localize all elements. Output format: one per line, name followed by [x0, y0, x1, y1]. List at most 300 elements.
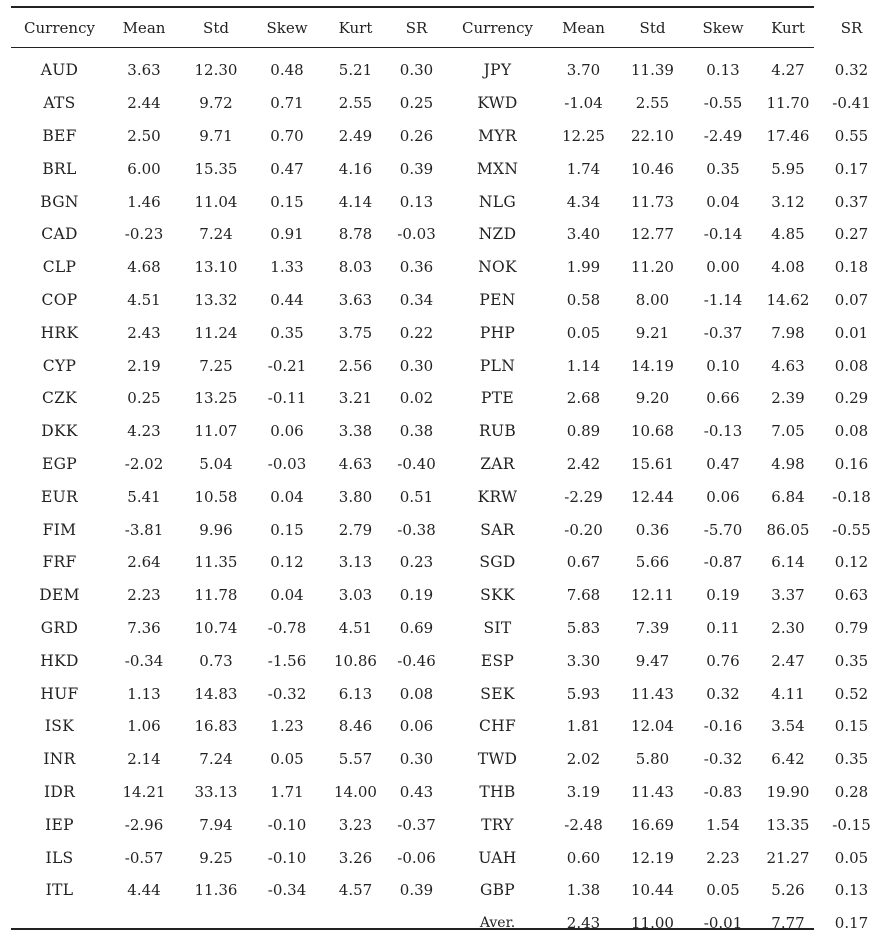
std-cell-right: 22.10	[631, 126, 674, 145]
currency-code-cell-right: ZAR	[480, 454, 515, 473]
kurt-cell-right: 14.62	[766, 290, 810, 309]
kurt-cell-right: 6.42	[771, 750, 805, 769]
mean-cell-left: 6.00	[127, 159, 161, 178]
currency-code-cell-right: Aver.	[479, 915, 516, 932]
skew-cell-right: 0.06	[706, 487, 740, 506]
currency-code-cell-right: PEN	[479, 290, 516, 309]
currency-code-cell-left: ILS	[45, 848, 74, 867]
kurt-cell-right: 7.77	[771, 914, 805, 933]
skew-cell-right: 0.11	[706, 618, 740, 637]
currency-code-cell-left: ISK	[44, 717, 75, 736]
skew-cell-left: 0.05	[270, 750, 304, 769]
mean-cell-right: 0.05	[566, 323, 601, 342]
currency-code-cell-left: BGN	[40, 192, 79, 211]
std-cell-left: 11.07	[194, 422, 238, 441]
sr-cell-right: 0.63	[834, 586, 869, 605]
sr-cell-left: 0.08	[399, 684, 434, 703]
sr-cell-left: 0.02	[399, 389, 434, 408]
skew-cell-right: 0.35	[706, 159, 740, 178]
std-cell-right: 5.66	[635, 553, 670, 572]
sr-cell-right: 0.28	[834, 782, 869, 801]
mean-cell-left	[108, 907, 180, 940]
sr-cell-right: -0.18	[832, 487, 871, 506]
mean-cell-right: 0.67	[566, 553, 601, 572]
kurt-cell-right: 11.70	[766, 94, 810, 113]
std-cell-right: 11.73	[631, 192, 674, 211]
currency-code-cell-left: EGP	[41, 454, 78, 473]
std-cell-right: 12.19	[631, 848, 674, 867]
mean-cell-right: 1.14	[566, 356, 601, 375]
skew-cell-right: -2.49	[703, 126, 743, 145]
sr-cell-right: 0.32	[834, 61, 869, 80]
mean-cell-left: -0.23	[124, 225, 164, 244]
skew-cell-left: -0.11	[267, 389, 307, 408]
skew-cell-left	[252, 907, 322, 940]
currency-code-cell-left: BEF	[42, 126, 77, 145]
sr-cell-left: -0.46	[397, 651, 436, 670]
std-cell-right: 9.20	[635, 389, 670, 408]
kurt-cell-left: 5.21	[338, 61, 373, 80]
std-cell-left: 14.83	[194, 684, 238, 703]
kurt-cell-left: 3.38	[338, 422, 373, 441]
kurt-cell-right: 19.90	[766, 782, 810, 801]
kurt-cell-right: 4.11	[771, 684, 805, 703]
mean-cell-right: 1.99	[566, 258, 601, 277]
skew-cell-right: -0.55	[703, 94, 743, 113]
sr-cell-left: 0.30	[399, 750, 434, 769]
currency-code-cell-left: ATS	[43, 94, 76, 113]
kurt-cell-left: 8.03	[338, 258, 373, 277]
skew-cell-left: 0.47	[270, 159, 304, 178]
sr-cell-right: 0.27	[834, 225, 869, 244]
skew-cell-left: 0.35	[270, 323, 304, 342]
skew-cell-right: -0.32	[703, 750, 743, 769]
currency-code-cell-left	[11, 907, 108, 940]
currency-code-cell-left: HUF	[40, 684, 79, 703]
currency-code-cell-right: RUB	[478, 422, 517, 441]
sr-cell-left: 0.30	[399, 61, 434, 80]
sr-cell-right: 0.15	[834, 717, 869, 736]
mean-cell-left: 14.21	[122, 782, 166, 801]
mean-cell-right: 2.43	[566, 914, 601, 933]
currency-code-cell-right: GBP	[479, 881, 516, 900]
kurt-cell-left: 8.46	[338, 717, 373, 736]
table-row	[11, 448, 884, 481]
kurt-cell-right: 6.14	[771, 553, 805, 572]
table-row	[11, 251, 884, 284]
std-cell-right: 11.20	[631, 258, 674, 277]
sr-cell-left: 0.39	[399, 881, 434, 900]
skew-cell-left: -0.21	[267, 356, 307, 375]
sr-cell-left	[389, 907, 444, 940]
kurt-cell-left: 3.03	[338, 586, 373, 605]
mean-cell-right: 0.60	[566, 848, 601, 867]
std-cell-left: 11.24	[194, 323, 238, 342]
sr-cell-left: 0.26	[399, 126, 434, 145]
std-cell-right: 11.39	[631, 61, 674, 80]
std-cell-right: 5.80	[635, 750, 670, 769]
skew-cell-right: 0.04	[706, 192, 740, 211]
currency-code-cell-left: HKD	[40, 651, 79, 670]
sr-cell-right: 0.17	[834, 914, 869, 933]
skew-cell-left: -1.56	[267, 651, 307, 670]
skew-cell-right: -0.01	[703, 914, 743, 933]
table-row	[11, 47, 884, 87]
sr-cell-left: 0.36	[399, 258, 434, 277]
kurt-cell-left: 3.21	[338, 389, 373, 408]
kurt-cell-right: 4.63	[771, 356, 805, 375]
currency-code-cell-right: PHP	[479, 323, 516, 342]
currency-code-cell-left: DKK	[41, 422, 78, 441]
skew-cell-right: 2.23	[706, 848, 740, 867]
skew-cell-left: 0.04	[270, 586, 304, 605]
currency-code-cell-left: INR	[43, 750, 76, 769]
skew-cell-left: 0.44	[270, 290, 304, 309]
kurt-cell-right: 3.37	[771, 586, 805, 605]
std-cell-right: 7.39	[635, 618, 670, 637]
kurt-cell-right: 6.84	[771, 487, 805, 506]
skew-cell-right: 0.05	[706, 881, 740, 900]
skew-cell-right: -1.14	[703, 290, 743, 309]
table-row	[11, 185, 884, 218]
kurt-cell-left: 4.51	[338, 618, 373, 637]
kurt-cell-left: 3.26	[338, 848, 373, 867]
sr-cell-right: 0.52	[834, 684, 869, 703]
table-row	[11, 776, 884, 809]
skew-cell-right: -0.87	[703, 553, 743, 572]
table-row	[11, 349, 884, 382]
header-currency-left: Currency	[24, 18, 95, 37]
kurt-cell-right: 21.27	[766, 848, 810, 867]
mean-cell-right: 1.74	[566, 159, 601, 178]
sr-cell-left: 0.22	[399, 323, 434, 342]
skew-cell-left: 1.23	[270, 717, 304, 736]
sr-cell-left: 0.39	[399, 159, 434, 178]
sr-cell-left: -0.03	[397, 225, 436, 244]
std-cell-left: 9.71	[199, 126, 233, 145]
std-cell-right: 10.44	[631, 881, 674, 900]
kurt-cell-right: 7.98	[771, 323, 805, 342]
kurt-cell-right: 4.85	[771, 225, 805, 244]
mean-cell-left: 2.44	[127, 94, 161, 113]
std-cell-right: 16.69	[631, 815, 674, 834]
skew-cell-right: 0.66	[706, 389, 740, 408]
kurt-cell-left	[322, 907, 389, 940]
skew-cell-left: 0.48	[270, 61, 304, 80]
mean-cell-left: -3.81	[124, 520, 164, 539]
sr-cell-right: 0.08	[834, 422, 869, 441]
skew-cell-right: 0.76	[706, 651, 740, 670]
std-cell-left: 5.04	[199, 454, 233, 473]
mean-cell-left: 1.06	[127, 717, 161, 736]
currency-code-cell-right: NOK	[478, 258, 517, 277]
std-cell-right: 11.43	[631, 782, 674, 801]
currency-code-cell-right: KWD	[477, 94, 518, 113]
currency-code-cell-left: FRF	[42, 553, 77, 572]
mean-cell-left: -2.96	[124, 815, 164, 834]
std-cell-left: 10.58	[194, 487, 238, 506]
currency-code-cell-right: SKK	[480, 586, 515, 605]
currency-code-cell-right: NLG	[478, 192, 517, 211]
sr-cell-left: -0.06	[397, 848, 436, 867]
mean-cell-right: 3.70	[566, 61, 601, 80]
currency-code-cell-right: SEK	[480, 684, 515, 703]
sr-cell-left: 0.43	[399, 782, 434, 801]
kurt-cell-left: 2.56	[338, 356, 373, 375]
skew-cell-left: -0.32	[267, 684, 307, 703]
currency-code-cell-left: AUD	[40, 61, 79, 80]
sr-cell-left: 0.19	[399, 586, 434, 605]
table-row	[11, 87, 884, 120]
std-cell-right: 12.77	[631, 225, 674, 244]
skew-cell-right: 0.00	[706, 258, 740, 277]
header-std-left: Std	[203, 18, 229, 37]
sr-cell-left: 0.25	[399, 94, 434, 113]
std-cell-right: 12.44	[631, 487, 674, 506]
std-cell-right: 15.61	[631, 454, 674, 473]
sr-cell-right: 0.35	[834, 651, 869, 670]
table-row	[11, 612, 884, 645]
header-sr-left: SR	[405, 18, 428, 37]
skew-cell-left: 0.70	[270, 126, 304, 145]
kurt-cell-right: 7.05	[771, 422, 805, 441]
sr-cell-right: 0.29	[834, 389, 869, 408]
kurt-cell-left: 4.57	[338, 881, 373, 900]
currency-code-cell-right: TRY	[481, 815, 514, 834]
table-row	[11, 579, 884, 612]
currency-code-cell-right: THB	[479, 782, 516, 801]
std-cell-left	[180, 907, 252, 940]
std-cell-left: 15.35	[194, 159, 238, 178]
table-row	[11, 546, 884, 579]
std-cell-right: 12.04	[631, 717, 674, 736]
mean-cell-left: 2.50	[127, 126, 161, 145]
kurt-cell-right: 2.39	[771, 389, 805, 408]
skew-cell-left: 0.15	[270, 192, 304, 211]
table-row	[11, 874, 884, 907]
std-cell-left: 9.96	[199, 520, 233, 539]
skew-cell-right: 0.10	[706, 356, 740, 375]
kurt-cell-left: 14.00	[334, 782, 377, 801]
std-cell-right: 0.36	[635, 520, 670, 539]
skew-cell-left: 0.71	[270, 94, 304, 113]
mean-cell-right: -2.48	[564, 815, 603, 834]
skew-cell-right: 0.19	[706, 586, 740, 605]
mean-cell-right: 2.02	[566, 750, 601, 769]
skew-cell-right: -0.14	[703, 225, 743, 244]
currency-code-cell-left: IDR	[43, 782, 76, 801]
kurt-cell-right: 86.05	[766, 520, 810, 539]
std-cell-right: 9.21	[635, 323, 670, 342]
sr-cell-right: 0.08	[834, 356, 869, 375]
mean-cell-right: 12.25	[562, 126, 605, 145]
table-row	[11, 907, 884, 940]
skew-cell-left: -0.03	[267, 454, 307, 473]
mean-cell-right: 5.83	[566, 618, 601, 637]
std-cell-left: 0.73	[199, 651, 233, 670]
sr-cell-left: 0.06	[399, 717, 434, 736]
mean-cell-left: 0.25	[127, 389, 161, 408]
skew-cell-left: 0.12	[270, 553, 304, 572]
sr-cell-left: 0.51	[399, 487, 434, 506]
skew-cell-left: 0.91	[270, 225, 304, 244]
std-cell-left: 9.25	[199, 848, 233, 867]
kurt-cell-left: 4.14	[338, 192, 373, 211]
std-cell-left: 7.94	[199, 815, 233, 834]
std-cell-left: 10.74	[194, 618, 238, 637]
std-cell-left: 11.78	[194, 586, 238, 605]
mean-cell-right: 3.30	[566, 651, 601, 670]
kurt-cell-right: 3.12	[771, 192, 805, 211]
mean-cell-right: 2.42	[566, 454, 601, 473]
kurt-cell-right: 2.47	[771, 651, 805, 670]
std-cell-right: 8.00	[635, 290, 670, 309]
std-cell-left: 16.83	[194, 717, 238, 736]
sr-cell-right: 0.35	[834, 750, 869, 769]
mean-cell-left: 4.44	[127, 881, 161, 900]
kurt-cell-right: 5.95	[771, 159, 805, 178]
table-row	[11, 841, 884, 874]
skew-cell-left: -0.34	[267, 881, 307, 900]
sr-cell-left: 0.38	[399, 422, 434, 441]
skew-cell-left: 1.71	[270, 782, 304, 801]
header-kurt-right: Kurt	[771, 18, 805, 37]
kurt-cell-right: 4.27	[771, 61, 805, 80]
skew-cell-left: 0.04	[270, 487, 304, 506]
currency-code-cell-left: BRL	[42, 159, 77, 178]
sr-cell-left: 0.23	[399, 553, 434, 572]
currency-code-cell-left: FIM	[42, 520, 77, 539]
kurt-cell-right: 13.35	[766, 815, 810, 834]
currency-code-cell-left: ITL	[45, 881, 74, 900]
currency-code-cell-right: MXN	[476, 159, 519, 178]
mean-cell-right: 1.38	[566, 881, 601, 900]
skew-cell-right: -0.37	[703, 323, 743, 342]
table-body	[11, 47, 884, 940]
table-row	[11, 677, 884, 710]
mean-cell-left: 2.43	[127, 323, 161, 342]
table-row	[11, 316, 884, 349]
mean-cell-left: -0.34	[124, 651, 164, 670]
sr-cell-right: 0.13	[834, 881, 869, 900]
kurt-cell-left: 3.63	[338, 290, 373, 309]
mean-cell-left: 1.46	[127, 192, 161, 211]
std-cell-left: 13.25	[194, 389, 238, 408]
kurt-cell-left: 3.80	[338, 487, 373, 506]
currency-code-cell-right: PLN	[479, 356, 516, 375]
currency-code-cell-right: UAH	[478, 848, 517, 867]
skew-cell-left: -0.10	[267, 848, 307, 867]
header-kurt-left: Kurt	[338, 18, 373, 37]
currency-code-cell-right: SIT	[483, 618, 512, 637]
kurt-cell-left: 2.79	[338, 520, 373, 539]
header-skew-left: Skew	[266, 18, 308, 37]
sr-cell-right: 0.12	[834, 553, 869, 572]
mean-cell-left: 4.68	[127, 258, 161, 277]
mean-cell-right: -1.04	[564, 94, 603, 113]
header-currency-right: Currency	[462, 18, 533, 37]
mean-cell-left: 2.23	[127, 586, 161, 605]
std-cell-left: 9.72	[199, 94, 233, 113]
currency-code-cell-right: SGD	[479, 553, 516, 572]
sr-cell-right: 0.55	[834, 126, 869, 145]
currency-code-cell-left: CYP	[42, 356, 77, 375]
mean-cell-left: 7.36	[127, 618, 161, 637]
currency-code-cell-left: CAD	[41, 225, 78, 244]
mean-cell-left: 1.13	[127, 684, 161, 703]
skew-cell-left: 1.33	[270, 258, 304, 277]
std-cell-right: 11.43	[631, 684, 674, 703]
mean-cell-left: 4.23	[127, 422, 161, 441]
kurt-cell-left: 6.13	[338, 684, 373, 703]
sr-cell-right: 0.07	[834, 290, 869, 309]
sr-cell-left: -0.37	[397, 815, 436, 834]
skew-cell-right: 1.54	[706, 815, 740, 834]
currency-statistics-table	[11, 8, 884, 940]
std-cell-right: 14.19	[631, 356, 674, 375]
header-skew-right: Skew	[702, 18, 744, 37]
std-cell-left: 13.10	[194, 258, 238, 277]
mean-cell-right: 7.68	[566, 586, 601, 605]
kurt-cell-left: 3.23	[338, 815, 373, 834]
sr-cell-left: 0.13	[399, 192, 434, 211]
mean-cell-left: 3.63	[127, 61, 161, 80]
kurt-cell-right: 4.08	[771, 258, 805, 277]
kurt-cell-right: 5.26	[771, 881, 805, 900]
kurt-cell-left: 10.86	[334, 651, 377, 670]
sr-cell-left: 0.30	[399, 356, 434, 375]
table-row	[11, 743, 884, 776]
mean-cell-left: 5.41	[127, 487, 161, 506]
skew-cell-left: -0.10	[267, 815, 307, 834]
sr-cell-left: 0.69	[399, 618, 434, 637]
currency-code-cell-right: NZD	[478, 225, 517, 244]
std-cell-right: 11.00	[631, 914, 674, 933]
mean-cell-right: 4.34	[566, 192, 601, 211]
sr-cell-right: 0.16	[834, 454, 869, 473]
kurt-cell-left: 3.75	[338, 323, 373, 342]
mean-cell-left: -0.57	[124, 848, 164, 867]
kurt-cell-right: 4.98	[771, 454, 805, 473]
mean-cell-right: 5.93	[566, 684, 601, 703]
table-row	[11, 382, 884, 415]
std-cell-left: 7.24	[199, 225, 233, 244]
table-header-row	[11, 8, 884, 47]
sr-cell-right: 0.18	[834, 258, 869, 277]
currency-code-cell-right: TWD	[477, 750, 518, 769]
mean-cell-right: -0.20	[564, 520, 603, 539]
std-cell-right: 9.47	[635, 651, 670, 670]
table-row	[11, 415, 884, 448]
std-cell-left: 12.30	[194, 61, 238, 80]
kurt-cell-left: 2.55	[338, 94, 373, 113]
table-row	[11, 710, 884, 743]
std-cell-right: 10.68	[631, 422, 674, 441]
std-cell-left: 11.04	[194, 192, 238, 211]
skew-cell-right: 0.32	[706, 684, 740, 703]
skew-cell-right: -0.13	[703, 422, 743, 441]
std-cell-left: 11.35	[194, 553, 238, 572]
mean-cell-left: 2.64	[127, 553, 161, 572]
sr-cell-right: -0.55	[832, 520, 871, 539]
currency-code-cell-left: HRK	[40, 323, 79, 342]
sr-cell-right: 0.01	[834, 323, 869, 342]
table-row	[11, 218, 884, 251]
skew-cell-left: 0.06	[270, 422, 304, 441]
mean-cell-left: 4.51	[127, 290, 161, 309]
sr-cell-left: -0.40	[397, 454, 436, 473]
kurt-cell-left: 8.78	[338, 225, 373, 244]
